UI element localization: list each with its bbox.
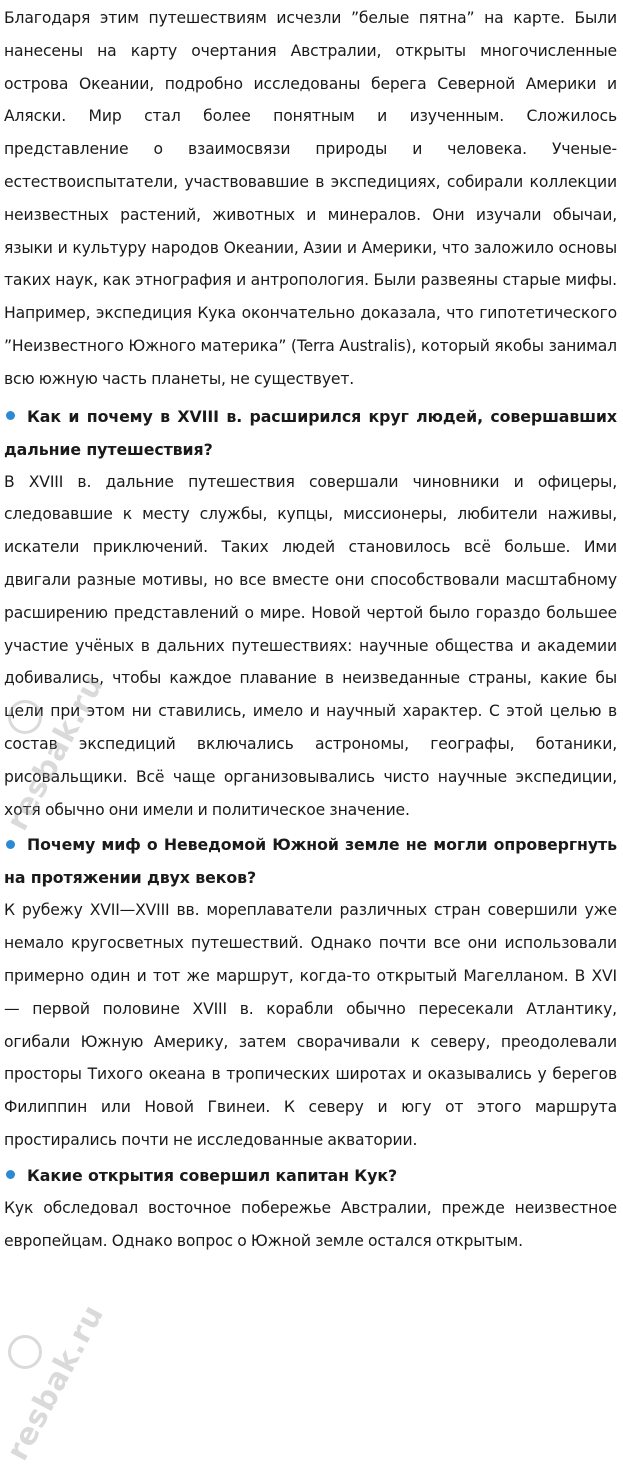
bullet-icon [6,1170,15,1179]
bullet-icon [6,840,15,849]
watermark-copyright-icon [8,1335,42,1369]
answer-3-paragraph: Кук обследовал восточное побережье Австралии, прежде неизвестное европейцам. Однако вопрос о Южной земле остался открытым. [4,1198,617,1250]
paragraph-intro: Благодаря этим путешествиям исчезли ”белые пятна” на карте. Были нанесены на карту очертания Австралии, открыты многочисленные острова Океании, подробно исследованы берега Северной Америки и Аляски. Мир стал более понятным и изученным. Сложилось представление о взаимосвязи природы и человека. Ученые-естествоиспытатели, участвовавшие в экспедициях, собирали коллекции неизвестных растений, животных и минералов. Они изучали обычаи, языки и культуру народов Океании, Азии и Америки, что заложило основы таких наук, как этнография и антропология. Были развеяны старые мифы. Например, экспедиция Кука окончательно доказала, что гипотетического ”Неизвестного Южного материка” (Terra Australis), который якобы занимал всю южную часть планеты, не существует. [4,9,617,388]
question-1 [4,400,617,466]
question-2 [4,828,617,894]
watermark: resbak.ru [0,1298,112,1466]
answer-2-paragraph: К рубежу XVII—XVIII вв. мореплаватели различных стран совершили уже немало кругосветных путешествий. Однако почти все они использовали примерно один и тот же маршрут, когда-то открытый Магелланом. В XVI — первой половине XVIII в. корабли обычно пересекали Атлантику, огибали Южную Америку, затем сворачивали к северу, преодолевали просторы Тихого океана в тропических широтах и оказывались у берегов Филиппин или Новой Гвинеи. К северу и югу от этого маршрута простирались почти не исследованные акватории. [4,901,617,1149]
question-2-text: Почему миф о Неведомой Южной земле не могли опровергнуть на протяжении двух веков? [4,835,617,888]
question-3 [4,1159,617,1192]
watermark: resbak.ru [0,668,112,837]
question-1-text: Как и почему в XVIII в. расширился круг людей, совершавших дальние путешествия? [4,406,617,459]
answer-1-paragraph: В XVIII в. дальние путешествия совершали чиновники и офицеры, следовавшие к месту службы, купцы, миссионеры, любители наживы, искатели приключений. Таких людей становилось всё больше. Ими двигали разные мотивы, но все вместе они способствовали масштабному расширению представлений о мире. Новой чертой было гораздо большее участие учёных в дальних путешествиях: научные общества и академии добивались, чтобы каждое плавание в неизведанные страны, какие бы цели при этом ни ставились, имело и научный характер. С этой целью в состав экспедиций включались астрономы, географы, ботаники, рисовальщики. Всё чаще организовывались чисто научные экспедиции, хотя обычно они имели и политическое значение. [4,472,617,819]
question-3-text: Какие открытия совершил капитан Кук? [27,1165,398,1185]
bullet-icon [6,411,15,420]
